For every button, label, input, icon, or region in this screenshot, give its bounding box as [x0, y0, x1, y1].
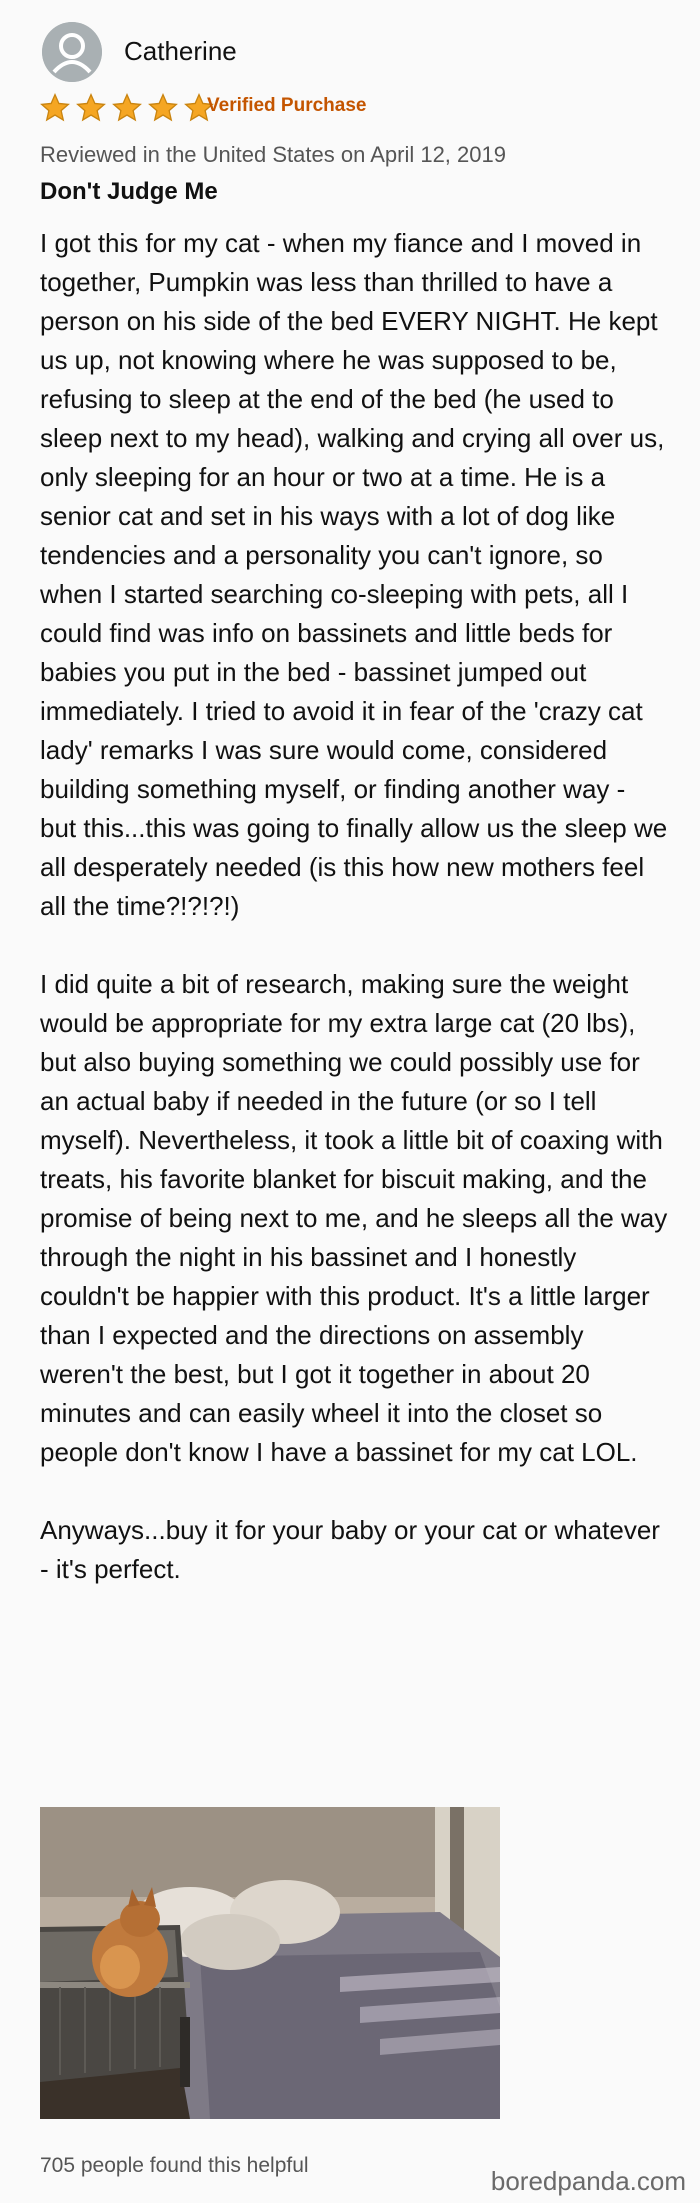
- review-date: Reviewed in the United States on April 12, 2019: [40, 142, 506, 167]
- reviewer-avatar[interactable]: [42, 22, 102, 82]
- review-title: Don't Judge Me: [40, 178, 218, 205]
- review-photo[interactable]: [40, 1807, 500, 2119]
- source-watermark: boredpanda.com: [490, 2166, 686, 2196]
- star-icon: [110, 92, 144, 124]
- review-paragraph: I got this for my cat - when my fiance and I moved in together, Pumpkin was less than thrilled to have a person on his side of the bed EVERY NIGHT. He kept us up, not knowing where he was supposed to be, refusing to sleep at the end of the bed (he used to sleep next to my head), walking and crying all over us, only sleeping for an hour or two at a time. He is a senior cat and set in his ways with a lot of dog like tendencies and a personality you can't ignore, so when I started searching co-sleeping with pets, all I could find was info on bassinets and little beds for babies you put in the bed - bassinet jumped out immediately. I tried to avoid it in fear of the 'crazy cat lady' remarks I was sure would come, considered building something myself, or finding another way - but this...this was going to finally allow us the sleep we all desperately needed (is this how new mothers feel all the time?!?!?!): [40, 228, 668, 921]
- review-body: [40, 224, 668, 1589]
- helpful-count: 705 people found this helpful: [40, 2154, 309, 2177]
- review-paragraph: Anyways...buy it for your baby or your cat or whatever - it's perfect.: [40, 1515, 660, 1584]
- star-icon: [74, 92, 108, 124]
- verified-purchase-badge[interactable]: Verified Purchase: [207, 95, 367, 116]
- star-icon: [146, 92, 180, 124]
- reviewer-name[interactable]: Catherine: [124, 36, 237, 66]
- star-icon: [38, 92, 72, 124]
- star-rating: [38, 92, 216, 124]
- review-paragraph: I did quite a bit of research, making sure the weight would be appropriate for my extra large cat (20 lbs), but also buying something we could possibly use for an actual baby if needed in the future (or so I tell myself). Nevertheless, it took a little bit of coaxing with treats, his favorite blanket for biscuit making, and the promise of being next to me, and he sleeps all the way through the night in his bassinet and I honestly couldn't be happier with this product. It's a little larger than I expected and the directions on assembly weren't the best, but I got it together in about 20 minutes and can easily wheel it into the closet so people don't know I have a bassinet for my cat LOL.: [40, 969, 668, 1467]
- person-silhouette-icon: [42, 22, 102, 82]
